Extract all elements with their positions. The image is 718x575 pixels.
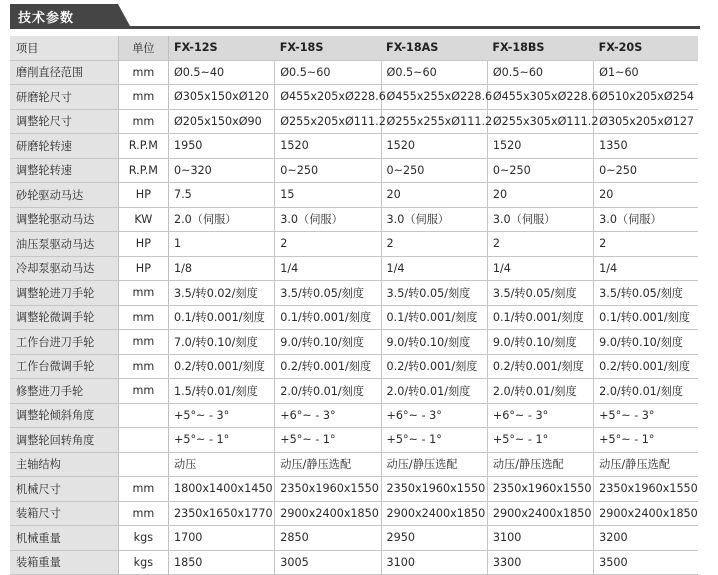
row-value: 1520 <box>381 134 487 159</box>
row-unit: mm <box>118 477 168 502</box>
row-value: 2 <box>487 232 593 257</box>
row-unit <box>118 452 168 477</box>
row-value: 2.0/转0.01/刻度 <box>381 379 487 404</box>
row-value: 1/4 <box>381 256 487 281</box>
row-value: 3100 <box>381 550 487 575</box>
row-value: Ø455x255xØ228.6 <box>381 85 487 110</box>
section-header <box>10 4 700 30</box>
table-row <box>10 109 698 134</box>
row-value: 3.5/转0.02/刻度 <box>168 281 274 306</box>
row-unit: mm <box>118 281 168 306</box>
table-row <box>10 158 698 183</box>
row-value: 2350x1960x1550 <box>381 477 487 502</box>
row-value: Ø305x205xØ127 <box>594 109 698 134</box>
row-value: 1520 <box>487 134 593 159</box>
row-value: Ø455x305xØ228.6 <box>487 85 593 110</box>
table-row <box>10 256 698 281</box>
row-value: 1/4 <box>487 256 593 281</box>
row-value: Ø1~60 <box>594 60 698 85</box>
row-value: 1520 <box>275 134 381 159</box>
table-row <box>10 232 698 257</box>
table-row <box>10 428 698 453</box>
row-unit: mm <box>118 85 168 110</box>
row-label: 研磨轮转速 <box>10 134 118 159</box>
row-unit: mm <box>118 109 168 134</box>
row-value: 3100 <box>487 526 593 551</box>
table-row <box>10 134 698 159</box>
row-value: Ø0.5~60 <box>275 60 381 85</box>
table-row <box>10 207 698 232</box>
row-value: Ø305x150xØ120 <box>168 85 274 110</box>
section-title: 技术参数 <box>18 11 75 26</box>
row-value: 9.0/转0.10/刻度 <box>381 330 487 355</box>
row-value: 2.0/转0.01/刻度 <box>594 379 698 404</box>
row-value: 20 <box>594 183 698 208</box>
header-model: FX-18BS <box>487 36 593 60</box>
row-label: 研磨轮尺寸 <box>10 85 118 110</box>
row-value: 1/8 <box>168 256 274 281</box>
header-item: 项目 <box>10 36 118 60</box>
row-value: 0~320 <box>168 158 274 183</box>
row-value: 7.0/转0.10/刻度 <box>168 330 274 355</box>
row-value: 0.1/转0.001/刻度 <box>168 305 274 330</box>
row-value: 3500 <box>594 550 698 575</box>
row-value: 0.1/转0.001/刻度 <box>275 305 381 330</box>
row-value: 0.2/转0.001/刻度 <box>487 354 593 379</box>
row-value: +5°~ - 3° <box>168 403 274 428</box>
row-value: 0.1/转0.001/刻度 <box>381 305 487 330</box>
row-value: 2.0/转0.01/刻度 <box>275 379 381 404</box>
row-value: 3200 <box>594 526 698 551</box>
row-value: 3.0（伺服） <box>381 207 487 232</box>
row-value: Ø455x205xØ228.6 <box>275 85 381 110</box>
row-value: 15 <box>275 183 381 208</box>
row-value: 动压/静压选配 <box>594 452 698 477</box>
row-value: 0~250 <box>487 158 593 183</box>
row-unit: kgs <box>118 526 168 551</box>
row-label: 调整轮转速 <box>10 158 118 183</box>
row-value: 0~250 <box>594 158 698 183</box>
row-value: 2.0（伺服） <box>168 207 274 232</box>
row-value: 动压 <box>168 452 274 477</box>
row-unit <box>118 403 168 428</box>
row-value: 2900x2400x1850 <box>381 501 487 526</box>
row-label: 调整轮尺寸 <box>10 109 118 134</box>
row-value: +5°~ - 3° <box>594 403 698 428</box>
row-value: 1.5/转0.01/刻度 <box>168 379 274 404</box>
row-label: 油压泵驱动马达 <box>10 232 118 257</box>
row-value: 动压/静压选配 <box>487 452 593 477</box>
row-value: Ø0.5~60 <box>487 60 593 85</box>
row-value: +6°~ - 3° <box>487 403 593 428</box>
row-value: 2950 <box>381 526 487 551</box>
row-value: 3.5/转0.05/刻度 <box>594 281 698 306</box>
row-value: +6°~ - 3° <box>381 403 487 428</box>
row-unit: HP <box>118 232 168 257</box>
row-label: 调整轮驱动马达 <box>10 207 118 232</box>
row-value: 2900x2400x1850 <box>487 501 593 526</box>
row-value: 3.5/转0.05/刻度 <box>381 281 487 306</box>
row-label: 主轴结构 <box>10 452 118 477</box>
row-value: 3300 <box>487 550 593 575</box>
row-value: 3.0（伺服） <box>594 207 698 232</box>
table-row <box>10 477 698 502</box>
row-label: 机械重量 <box>10 526 118 551</box>
row-value: 2 <box>381 232 487 257</box>
row-value: 9.0/转0.10/刻度 <box>487 330 593 355</box>
row-value: 0.2/转0.001/刻度 <box>168 354 274 379</box>
row-value: 1 <box>168 232 274 257</box>
row-value: Ø205x150xØ90 <box>168 109 274 134</box>
table-row <box>10 330 698 355</box>
row-value: 1800x1400x1450 <box>168 477 274 502</box>
row-value: Ø0.5~60 <box>381 60 487 85</box>
row-value: 2.0/转0.01/刻度 <box>487 379 593 404</box>
row-value: 1700 <box>168 526 274 551</box>
spec-table-header-row <box>10 36 698 60</box>
row-label: 修整进刀手轮 <box>10 379 118 404</box>
table-row <box>10 452 698 477</box>
spec-table <box>10 36 698 575</box>
table-row <box>10 501 698 526</box>
row-value: 2 <box>275 232 381 257</box>
header-model: FX-20S <box>594 36 698 60</box>
row-unit: HP <box>118 256 168 281</box>
row-value: 0~250 <box>275 158 381 183</box>
row-value: 0.2/转0.001/刻度 <box>381 354 487 379</box>
section-header-rule <box>10 26 700 29</box>
header-model: FX-18S <box>275 36 381 60</box>
row-label: 砂轮驱动马达 <box>10 183 118 208</box>
row-label: 调整轮回转角度 <box>10 428 118 453</box>
row-value: 3.5/转0.05/刻度 <box>275 281 381 306</box>
header-unit: 单位 <box>118 36 168 60</box>
row-value: 1/4 <box>594 256 698 281</box>
row-value: 2350x1960x1550 <box>487 477 593 502</box>
row-value: 1350 <box>594 134 698 159</box>
row-value: 3.0（伺服） <box>487 207 593 232</box>
header-model: FX-12S <box>168 36 274 60</box>
header-model: FX-18AS <box>381 36 487 60</box>
row-value: 0.2/转0.001/刻度 <box>594 354 698 379</box>
row-label: 工作台微调手轮 <box>10 354 118 379</box>
row-value: 动压/静压选配 <box>275 452 381 477</box>
row-value: Ø255x255xØ111.2 <box>381 109 487 134</box>
row-value: 动压/静压选配 <box>381 452 487 477</box>
row-unit: kgs <box>118 550 168 575</box>
row-value: 0.1/转0.001/刻度 <box>594 305 698 330</box>
row-label: 调整轮进刀手轮 <box>10 281 118 306</box>
row-value: 2350x1960x1550 <box>275 477 381 502</box>
table-row <box>10 526 698 551</box>
row-value: 2850 <box>275 526 381 551</box>
row-value: 20 <box>487 183 593 208</box>
row-label: 工作台进刀手轮 <box>10 330 118 355</box>
row-value: 1950 <box>168 134 274 159</box>
row-value: 2 <box>594 232 698 257</box>
row-unit: mm <box>118 379 168 404</box>
row-value: 1850 <box>168 550 274 575</box>
row-value: 2350x1650x1770 <box>168 501 274 526</box>
table-row <box>10 183 698 208</box>
row-label: 调整轮倾斜角度 <box>10 403 118 428</box>
row-label: 机械尺寸 <box>10 477 118 502</box>
row-unit: R.P.M <box>118 134 168 159</box>
table-row <box>10 281 698 306</box>
table-row <box>10 403 698 428</box>
row-unit: HP <box>118 183 168 208</box>
row-value: 20 <box>381 183 487 208</box>
row-value: +5°~ - 1° <box>381 428 487 453</box>
row-value: 3.0（伺服） <box>275 207 381 232</box>
row-value: 0.1/转0.001/刻度 <box>487 305 593 330</box>
row-unit: mm <box>118 330 168 355</box>
row-value: 0.2/转0.001/刻度 <box>275 354 381 379</box>
row-value: Ø255x205xØ111.2 <box>275 109 381 134</box>
row-unit: KW <box>118 207 168 232</box>
row-value: 9.0/转0.10/刻度 <box>275 330 381 355</box>
row-value: 1/4 <box>275 256 381 281</box>
table-row <box>10 354 698 379</box>
row-unit: mm <box>118 354 168 379</box>
row-value: +5°~ - 1° <box>275 428 381 453</box>
table-row <box>10 85 698 110</box>
row-unit: R.P.M <box>118 158 168 183</box>
row-value: +5°~ - 1° <box>168 428 274 453</box>
row-value: 2350x1960x1550 <box>594 477 698 502</box>
row-value: +5°~ - 1° <box>594 428 698 453</box>
row-value: +6°~ - 3° <box>275 403 381 428</box>
row-unit: mm <box>118 60 168 85</box>
row-label: 装箱重量 <box>10 550 118 575</box>
row-value: Ø0.5~40 <box>168 60 274 85</box>
row-unit: mm <box>118 305 168 330</box>
row-value: 2900x2400x1850 <box>594 501 698 526</box>
row-value: 2900x2400x1850 <box>275 501 381 526</box>
row-value: 9.0/转0.10/刻度 <box>594 330 698 355</box>
table-row <box>10 379 698 404</box>
row-label: 调整轮微调手轮 <box>10 305 118 330</box>
row-value: 3.5/转0.05/刻度 <box>487 281 593 306</box>
row-label: 冷却泵驱动马达 <box>10 256 118 281</box>
table-row <box>10 305 698 330</box>
row-value: +5°~ - 1° <box>487 428 593 453</box>
row-value: 7.5 <box>168 183 274 208</box>
row-value: 0~250 <box>381 158 487 183</box>
row-unit: mm <box>118 501 168 526</box>
table-row <box>10 550 698 575</box>
row-label: 磨削直径范围 <box>10 60 118 85</box>
row-value: Ø510x205xØ254 <box>594 85 698 110</box>
row-label: 装箱尺寸 <box>10 501 118 526</box>
row-unit <box>118 428 168 453</box>
row-value: Ø255x305xØ111.2 <box>487 109 593 134</box>
row-value: 3005 <box>275 550 381 575</box>
table-row <box>10 60 698 85</box>
